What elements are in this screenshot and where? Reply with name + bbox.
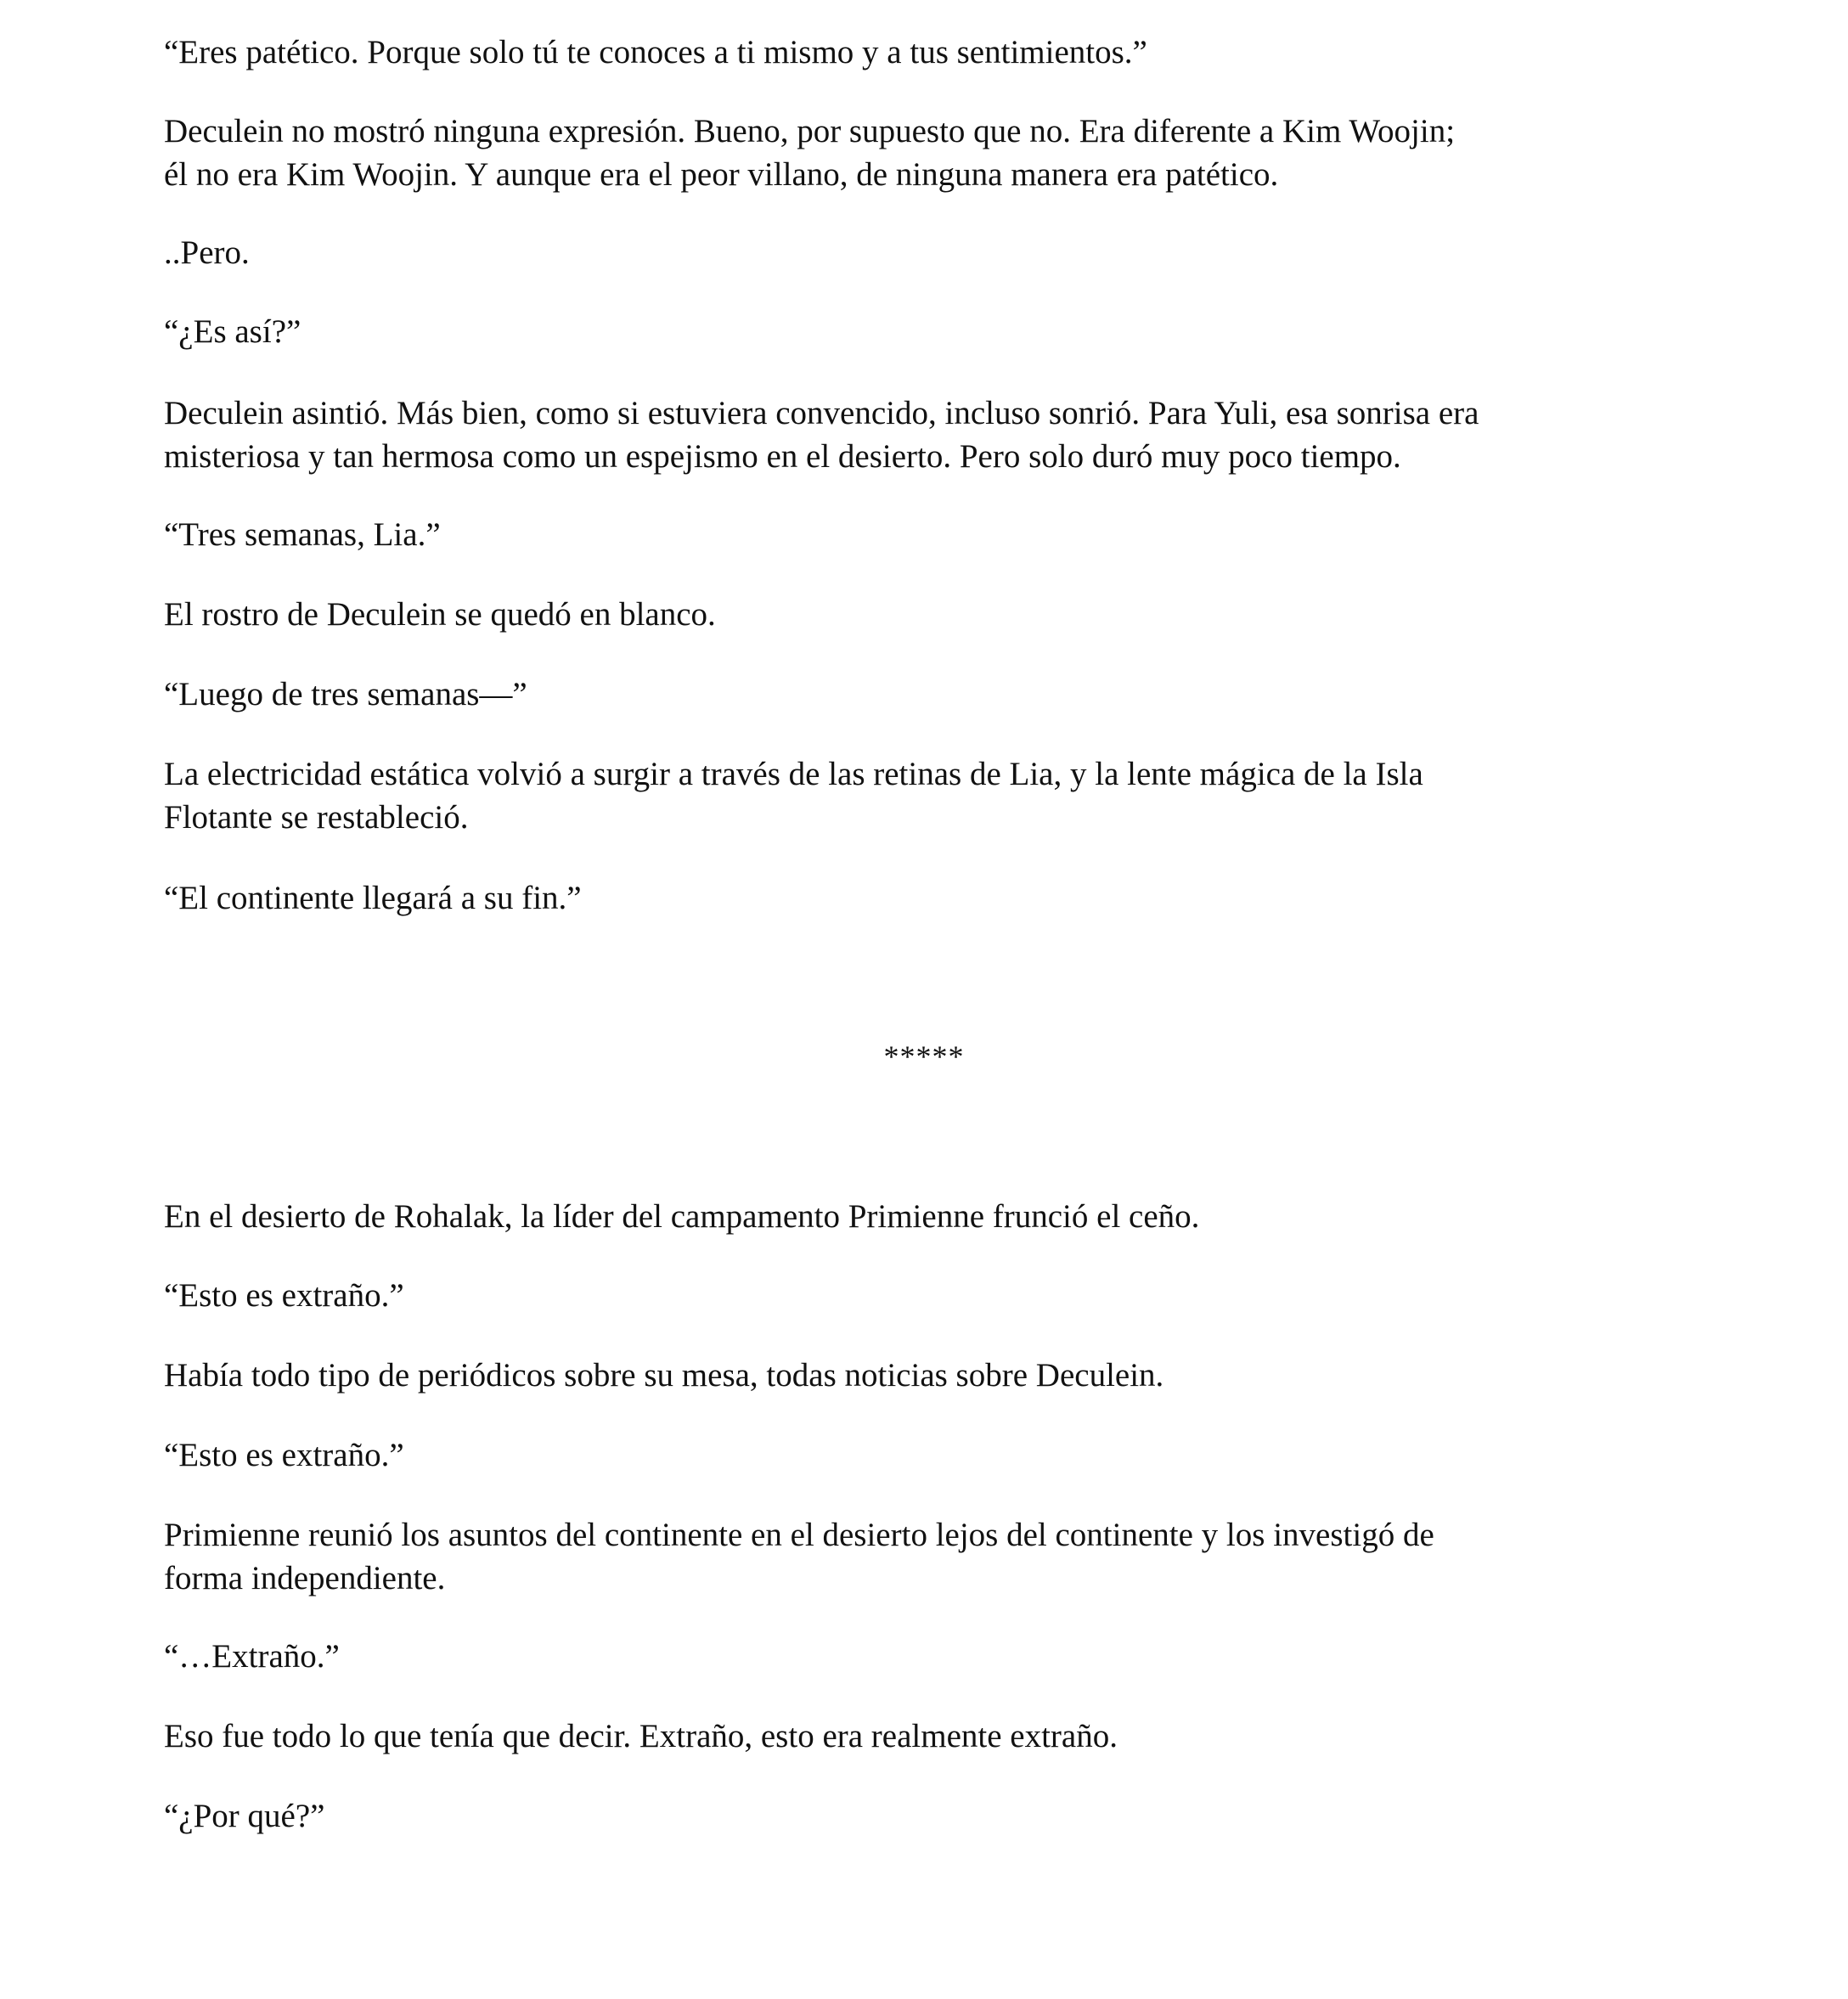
paragraph xyxy=(164,1354,1693,1397)
text-line: Deculein asintió. Más bien, como si estuviera convencido, incluso sonrió. Para Yuli, esa sonrisa era xyxy=(164,395,1479,431)
text-line: “Esto es extraño.” xyxy=(164,1277,404,1314)
paragraph xyxy=(164,110,1693,196)
text-line: Flotante se restableció. xyxy=(164,799,469,836)
paragraph xyxy=(164,876,1693,920)
paragraph xyxy=(164,1274,1693,1317)
text-line: “Tres semanas, Lia.” xyxy=(164,516,441,553)
text-line: “El continente llegará a su fin.” xyxy=(164,880,582,916)
paragraph xyxy=(164,1794,1693,1838)
text-line: Eso fue todo lo que tenía que decir. Extraño, esto era realmente extraño. xyxy=(164,1718,1118,1754)
text-line: Deculein no mostró ninguna expresión. Bueno, por supuesto que no. Era diferente a Kim Woojin; xyxy=(164,113,1456,149)
paragraph xyxy=(164,1635,1693,1678)
text-line: él no era Kim Woojin. Y aunque era el peor villano, de ninguna manera era patético. xyxy=(164,156,1279,193)
text-line: misteriosa y tan hermosa como un espejismo en el desierto. Pero solo duró muy poco tiempo. xyxy=(164,438,1401,475)
text-line: Primienne reunió los asuntos del continente en el desierto lejos del continente y los investigó de xyxy=(164,1517,1434,1553)
text-line: ..Pero. xyxy=(164,234,250,271)
paragraph xyxy=(164,1195,1693,1238)
paragraph xyxy=(164,1433,1693,1477)
paragraph xyxy=(164,391,1693,478)
scene-separator: ***** xyxy=(883,1039,965,1073)
text-line: Había todo tipo de periódicos sobre su mesa, todas noticias sobre Deculein. xyxy=(164,1357,1164,1394)
text-line: El rostro de Deculein se quedó en blanco. xyxy=(164,596,716,633)
paragraph xyxy=(164,31,1693,74)
paragraph xyxy=(164,673,1693,716)
paragraph xyxy=(164,752,1693,839)
text-line: “…Extraño.” xyxy=(164,1638,340,1675)
paragraph xyxy=(164,1513,1693,1600)
text-line: “¿Es así?” xyxy=(164,313,301,350)
paragraph xyxy=(164,593,1693,636)
text-line: La electricidad estática volvió a surgir a través de las retinas de Lia, y la lente mágica de la Isla xyxy=(164,756,1423,792)
text-line: “¿Por qué?” xyxy=(164,1798,325,1834)
paragraph xyxy=(164,310,1693,353)
paragraph xyxy=(164,513,1693,556)
text-line: “Esto es extraño.” xyxy=(164,1437,404,1473)
paragraph xyxy=(164,231,1693,274)
text-line: “Luego de tres semanas—” xyxy=(164,676,527,712)
paragraph xyxy=(164,1715,1693,1758)
text-line: forma independiente. xyxy=(164,1560,446,1596)
text-line: En el desierto de Rohalak, la líder del campamento Primienne frunció el ceño. xyxy=(164,1198,1200,1235)
text-line: “Eres patético. Porque solo tú te conoces a ti mismo y a tus sentimientos.” xyxy=(164,34,1147,70)
